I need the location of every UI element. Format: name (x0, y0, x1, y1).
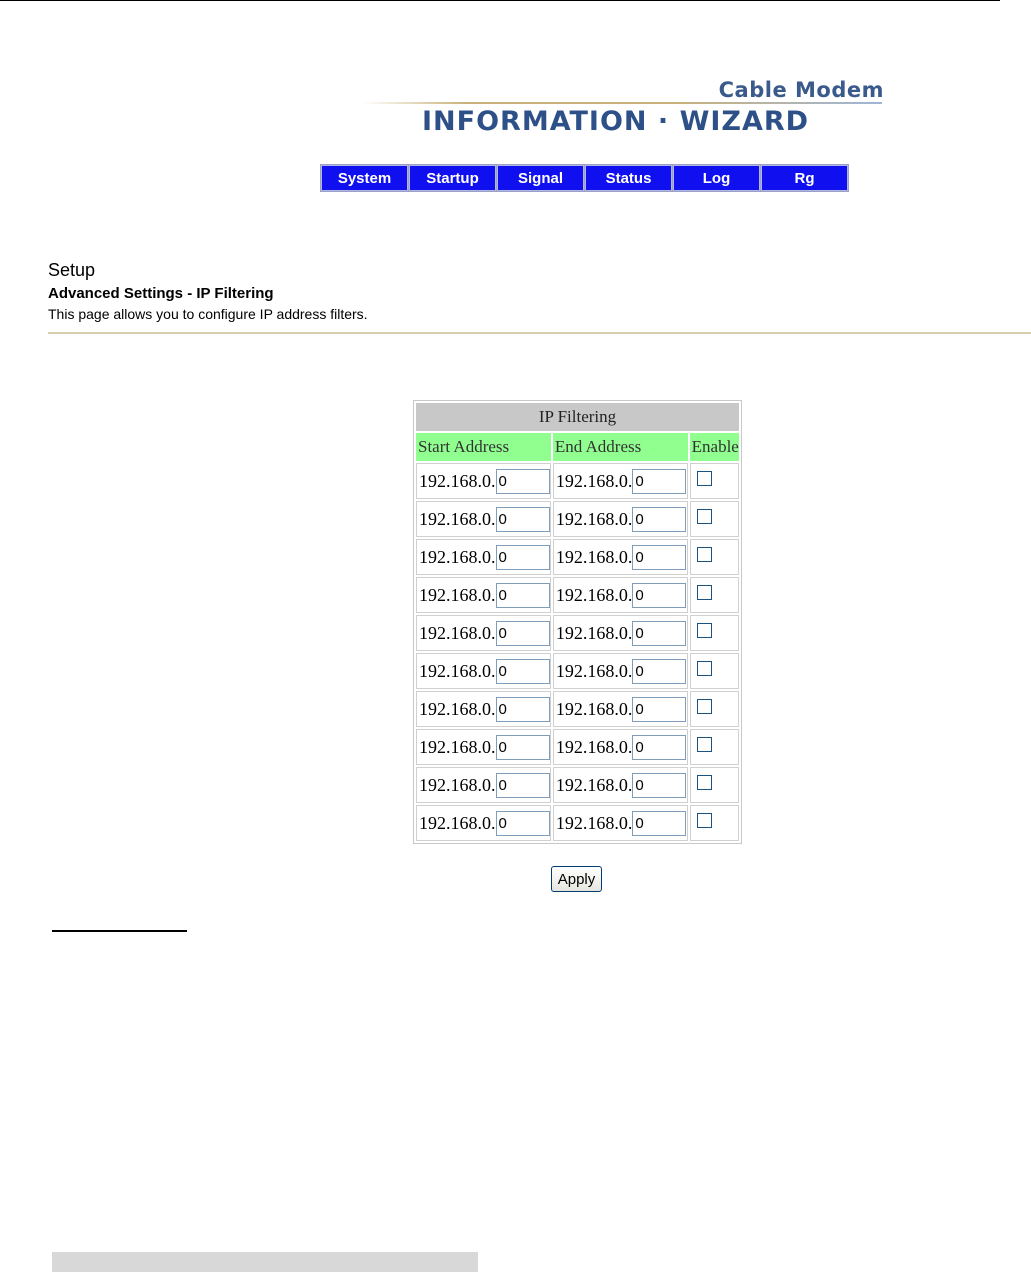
enable-checkbox[interactable] (697, 775, 712, 790)
start-prefix: 192.168.0. (419, 812, 496, 833)
start-address-cell (416, 691, 551, 727)
end-prefix: 192.168.0. (555, 470, 633, 491)
start-address-cell (416, 539, 551, 575)
end-address-input[interactable]: 0 (632, 811, 686, 836)
end-address-input[interactable]: 0 (632, 621, 686, 646)
enable-cell (690, 501, 739, 537)
start-prefix: 192.168.0. (419, 470, 496, 491)
end-address-input[interactable]: 0 (632, 697, 686, 722)
header-start-address: Start Address (416, 433, 551, 461)
end-address-cell (553, 577, 688, 613)
table-row (416, 501, 739, 537)
page-subtitle: Advanced Settings - IP Filtering (48, 285, 274, 302)
tab-status[interactable]: Status (585, 165, 672, 191)
enable-checkbox[interactable] (697, 737, 712, 752)
start-address-input[interactable]: 0 (496, 545, 550, 570)
enable-checkbox[interactable] (697, 547, 712, 562)
start-address-input[interactable]: 0 (496, 583, 550, 608)
end-address-cell (553, 729, 688, 765)
end-address-cell (553, 615, 688, 651)
tab-system[interactable]: System (321, 165, 408, 191)
logo-rule (362, 102, 882, 104)
page-title: Setup (48, 260, 96, 280)
end-prefix: 192.168.0. (555, 622, 633, 643)
start-address-input[interactable]: 0 (496, 621, 550, 646)
end-address-input[interactable]: 0 (632, 735, 686, 760)
table-row (416, 805, 739, 841)
enable-checkbox[interactable] (697, 471, 712, 486)
cable-modem-logo (360, 78, 888, 140)
start-address-cell (416, 805, 551, 841)
enable-checkbox[interactable] (697, 661, 712, 676)
end-address-cell (553, 501, 688, 537)
start-address-cell (416, 463, 551, 499)
start-address-cell (416, 729, 551, 765)
tab-log[interactable]: Log (673, 165, 760, 191)
end-address-input[interactable]: 0 (632, 545, 686, 570)
enable-checkbox[interactable] (697, 813, 712, 828)
enable-checkbox[interactable] (697, 585, 712, 600)
start-address-cell (416, 501, 551, 537)
end-address-cell (553, 653, 688, 689)
enable-cell (690, 691, 739, 727)
start-prefix: 192.168.0. (419, 774, 496, 795)
main-nav (320, 164, 849, 192)
start-prefix: 192.168.0. (419, 622, 496, 643)
start-address-cell (416, 577, 551, 613)
table-row (416, 729, 739, 765)
end-address-input[interactable]: 0 (632, 659, 686, 684)
end-prefix: 192.168.0. (555, 660, 633, 681)
start-prefix: 192.168.0. (419, 546, 496, 567)
logo-subtitle: Cable Modem (718, 78, 884, 102)
end-address-cell (553, 805, 688, 841)
start-address-cell (416, 653, 551, 689)
table-row (416, 539, 739, 575)
apply-button[interactable]: Apply (551, 866, 602, 892)
tab-signal[interactable]: Signal (497, 165, 584, 191)
end-prefix: 192.168.0. (555, 698, 633, 719)
table-row (416, 691, 739, 727)
end-address-cell (553, 539, 688, 575)
start-prefix: 192.168.0. (419, 736, 496, 757)
end-address-cell (553, 463, 688, 499)
start-address-input[interactable]: 0 (496, 735, 550, 760)
end-prefix: 192.168.0. (555, 508, 633, 529)
enable-cell (690, 539, 739, 575)
table-row (416, 767, 739, 803)
enable-cell (690, 805, 739, 841)
enable-cell (690, 615, 739, 651)
start-address-cell (416, 615, 551, 651)
tab-rg[interactable]: Rg (761, 165, 848, 191)
start-address-cell (416, 767, 551, 803)
grey-footer-bar (52, 1252, 478, 1272)
logo-title: INFORMATION · WIZARD (422, 106, 810, 137)
enable-cell (690, 729, 739, 765)
end-address-input[interactable]: 0 (632, 583, 686, 608)
end-prefix: 192.168.0. (555, 736, 633, 757)
end-address-input[interactable]: 0 (632, 469, 686, 494)
end-address-cell (553, 767, 688, 803)
end-prefix: 192.168.0. (555, 774, 633, 795)
enable-cell (690, 463, 739, 499)
table-caption: IP Filtering (416, 403, 739, 431)
page-description: This page allows you to configure IP address filters. (48, 306, 368, 322)
end-address-cell (553, 691, 688, 727)
start-address-input[interactable]: 0 (496, 507, 550, 532)
top-rule (0, 0, 1000, 1)
tab-startup[interactable]: Startup (409, 165, 496, 191)
end-prefix: 192.168.0. (555, 812, 633, 833)
end-prefix: 192.168.0. (555, 584, 633, 605)
section-divider (48, 332, 1031, 334)
enable-checkbox[interactable] (697, 509, 712, 524)
end-address-input[interactable]: 0 (632, 507, 686, 532)
table-row (416, 463, 739, 499)
table-row (416, 653, 739, 689)
table-row (416, 577, 739, 613)
end-address-input[interactable]: 0 (632, 773, 686, 798)
enable-checkbox[interactable] (697, 623, 712, 638)
ip-filtering-table (413, 400, 742, 844)
start-address-input[interactable]: 0 (496, 697, 550, 722)
enable-cell (690, 653, 739, 689)
enable-checkbox[interactable] (697, 699, 712, 714)
header-enable: Enable (690, 433, 739, 461)
start-prefix: 192.168.0. (419, 508, 496, 529)
start-address-input[interactable]: 0 (496, 773, 550, 798)
start-address-input[interactable]: 0 (496, 469, 550, 494)
table-row (416, 615, 739, 651)
start-prefix: 192.168.0. (419, 660, 496, 681)
enable-cell (690, 767, 739, 803)
underline-rule (52, 930, 187, 932)
start-prefix: 192.168.0. (419, 698, 496, 719)
header-end-address: End Address (553, 433, 688, 461)
end-prefix: 192.168.0. (555, 546, 633, 567)
start-address-input[interactable]: 0 (496, 659, 550, 684)
start-prefix: 192.168.0. (419, 584, 496, 605)
start-address-input[interactable]: 0 (496, 811, 550, 836)
enable-cell (690, 577, 739, 613)
